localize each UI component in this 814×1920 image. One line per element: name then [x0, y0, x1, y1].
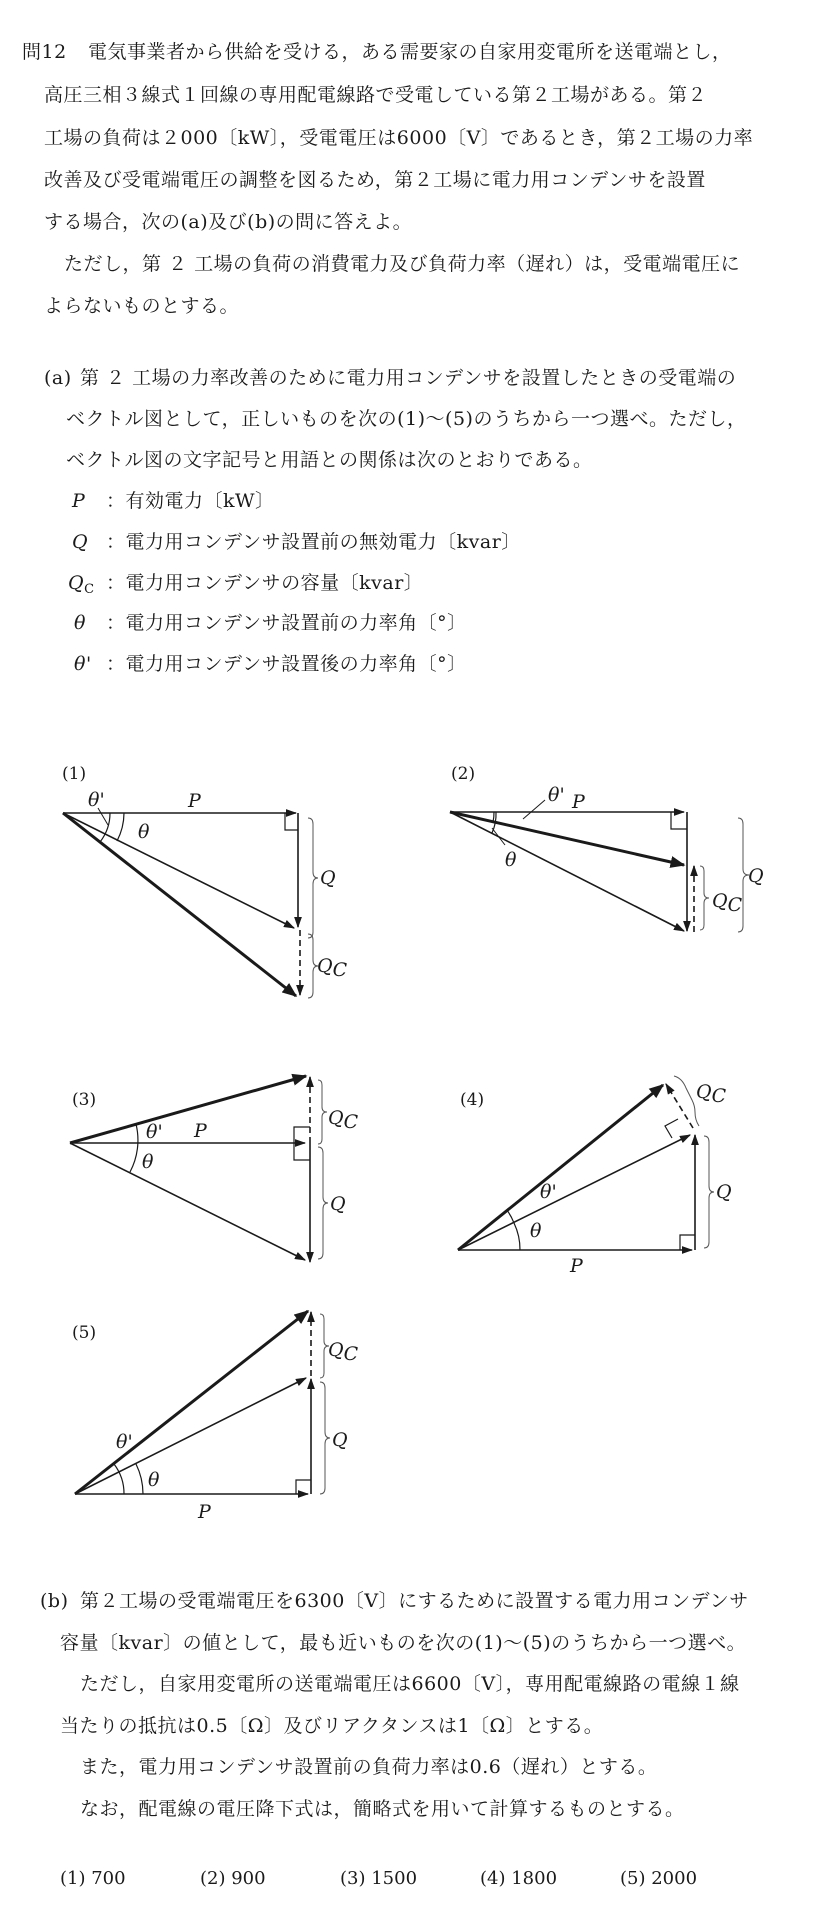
theta-leader — [492, 828, 505, 845]
p-label: P — [194, 1120, 207, 1142]
stem-line-6: ただし，第 ２ 工場の負荷の消費電力及び負荷力率（遅れ）は，受電端電圧に — [64, 253, 741, 275]
part-a-line-1: 第 ２ 工場の力率改善のために電力用コンデンサを設置したときの受電端の — [80, 367, 737, 389]
s-vector-after — [70, 1076, 306, 1143]
choice-value: 900 — [231, 1868, 266, 1889]
choice-label: (1) — [60, 1868, 86, 1889]
diagram-label: (3) — [72, 1090, 97, 1110]
choice-label: (3) — [340, 1868, 366, 1889]
q-brace — [320, 1382, 330, 1494]
s-vector-before — [63, 813, 294, 928]
part-b-line-5: また，電力用コンデンサ設置前の負荷力率は0.6（遅れ）とする。 — [80, 1756, 658, 1778]
stem-line-1: 電気事業者から供給を受ける，ある需要家の自家用変電所を送電端とし， — [88, 41, 732, 63]
s-vector-after — [75, 1311, 308, 1494]
choice-value: 1800 — [511, 1868, 558, 1889]
part-b-line-6: なお，配電線の電圧降下式は，簡略式を用いて計算するものとする。 — [80, 1798, 685, 1820]
theta-prime-arc — [100, 813, 110, 842]
q-brace — [308, 818, 318, 938]
part-b-line-1: 第２工場の受電端電圧を6300〔V〕にするために設置する電力用コンデンサ — [80, 1590, 749, 1612]
definition-symbol: Q — [72, 531, 89, 553]
theta-arc — [136, 1464, 143, 1494]
q-label: Q — [332, 1429, 348, 1451]
definition-symbol: θ' — [74, 653, 92, 675]
p-label: P — [198, 1501, 211, 1523]
s-vector-before — [450, 812, 684, 931]
part-a-label: (a) — [44, 367, 72, 389]
stem-line-3: 工場の負荷は２000〔kW〕，受電電圧は6000〔V〕であるとき，第２工場の力率 — [44, 127, 754, 149]
qc-vector — [666, 1084, 693, 1128]
theta-prime-label: θ' — [548, 784, 565, 806]
choice-2[interactable] — [200, 1868, 266, 1889]
choice-value: 2000 — [651, 1868, 698, 1889]
theta-arc — [130, 1124, 138, 1172]
choice-value: 1500 — [371, 1868, 418, 1889]
theta-prime-label: θ' — [116, 1431, 133, 1453]
definition-symbol: $Q_C$ — [68, 572, 95, 597]
part-b-label: (b) — [40, 1590, 69, 1612]
choice-5[interactable] — [620, 1868, 697, 1889]
s-vector-after — [458, 1085, 663, 1250]
diagram-label: (2) — [451, 764, 476, 784]
q-brace — [318, 1147, 328, 1259]
s-vector-before — [458, 1135, 690, 1250]
theta-arc — [514, 1223, 520, 1250]
theta-prime-label: θ' — [540, 1181, 557, 1203]
definition-text: ：有効電力〔kW〕 — [106, 490, 275, 512]
svg-text:QC: QC — [712, 890, 743, 916]
diagram-3 — [70, 1076, 359, 1262]
choice-label: (5) — [620, 1868, 646, 1889]
svg-text:QC: QC — [317, 955, 348, 981]
theta-label: θ — [505, 849, 517, 871]
qc-brace — [700, 866, 709, 930]
svg-text:QC: QC — [328, 1339, 359, 1365]
diagram-5 — [72, 1311, 359, 1523]
stem-line-5: する場合，次の(a)及び(b)の問に答えよ。 — [44, 211, 413, 233]
part-a-line-2: ベクトル図として，正しいものを次の(1)～(5)のうちから一つ選べ。ただし， — [66, 408, 747, 430]
diagram-label: (4) — [460, 1090, 485, 1110]
part-a-line-3: ベクトル図の文字記号と用語との関係は次のとおりである。 — [66, 449, 593, 471]
p-label: P — [188, 790, 201, 812]
p-label: P — [570, 1255, 583, 1277]
definition-text: ：電力用コンデンサの容量〔kvar〕 — [106, 572, 424, 594]
s-vector-after — [450, 812, 684, 865]
definition-text: ：電力用コンデンサ設置前の力率角〔°〕 — [106, 612, 467, 634]
right-angle-mark — [680, 1235, 695, 1250]
right-angle-mark — [285, 813, 298, 830]
diagram-4 — [458, 1076, 732, 1277]
choice-1[interactable] — [60, 1868, 126, 1889]
s-vector-before — [75, 1378, 306, 1494]
svg-text:QC: QC — [696, 1081, 727, 1107]
theta-label: θ — [530, 1220, 542, 1242]
q-label: Q — [330, 1193, 346, 1215]
choice-label: (2) — [200, 1868, 226, 1889]
theta-label: θ — [142, 1151, 154, 1173]
diagram-1 — [62, 764, 348, 998]
choice-label: (4) — [480, 1868, 506, 1889]
choice-value: 700 — [91, 1868, 126, 1889]
theta-label: θ — [148, 1469, 160, 1491]
theta-prime-label: θ' — [146, 1121, 163, 1143]
part-b-line-2: 容量〔kvar〕の値として，最も近いものを次の(1)～(5)のうちから一つ選べ。 — [60, 1632, 747, 1654]
right-angle-mark — [671, 812, 687, 829]
stem-line-7: よらないものとする。 — [44, 295, 240, 317]
stem-line-2: 高圧三相３線式１回線の専用配電線路で受電している第２工場がある。第２ — [44, 84, 708, 106]
right-angle-mark — [296, 1480, 311, 1494]
q-label: Q — [716, 1181, 732, 1203]
diagram-label: (1) — [62, 764, 87, 784]
theta-label: θ — [138, 821, 150, 843]
diagram-label: (5) — [72, 1323, 97, 1343]
s-vector-before — [70, 1143, 305, 1260]
qc-brace — [318, 1080, 327, 1144]
stem-line-4: 改善及び受電端電圧の調整を図るため，第２工場に電力用コンデンサを設置 — [44, 169, 706, 191]
diagram-2 — [450, 764, 764, 932]
choice-4[interactable] — [480, 1868, 557, 1889]
theta-prime-label: θ' — [88, 789, 105, 811]
theta-arc — [117, 813, 124, 841]
choice-3[interactable] — [340, 1868, 417, 1889]
part-b-line-4: 当たりの抵抗は0.5〔Ω〕及びリアクタンスは1〔Ω〕とする。 — [60, 1715, 604, 1737]
question-number: 問12 — [22, 41, 67, 63]
q-brace — [704, 1136, 714, 1248]
definition-symbol: P — [72, 490, 86, 512]
part-b-line-3: ただし，自家用変電所の送電端電圧は6600〔V〕，専用配電線路の電線１線 — [80, 1673, 740, 1695]
p-label: P — [572, 791, 585, 813]
definition-text: ：電力用コンデンサ設置前の無効電力〔kvar〕 — [106, 531, 521, 553]
right-angle-mark-2 — [665, 1119, 678, 1138]
s-vector-after — [63, 813, 296, 996]
definition-symbol: θ — [74, 612, 86, 634]
svg-text:QC: QC — [328, 1107, 359, 1133]
theta-prime-arc — [493, 812, 494, 822]
q-label: Q — [320, 867, 336, 889]
definition-text: ：電力用コンデンサ設置後の力率角〔°〕 — [106, 653, 467, 675]
q-label: Q — [748, 865, 764, 887]
theta-prime-arc — [114, 1464, 124, 1494]
theta-prime-leader — [523, 800, 545, 819]
theta-prime-arc — [507, 1210, 514, 1223]
